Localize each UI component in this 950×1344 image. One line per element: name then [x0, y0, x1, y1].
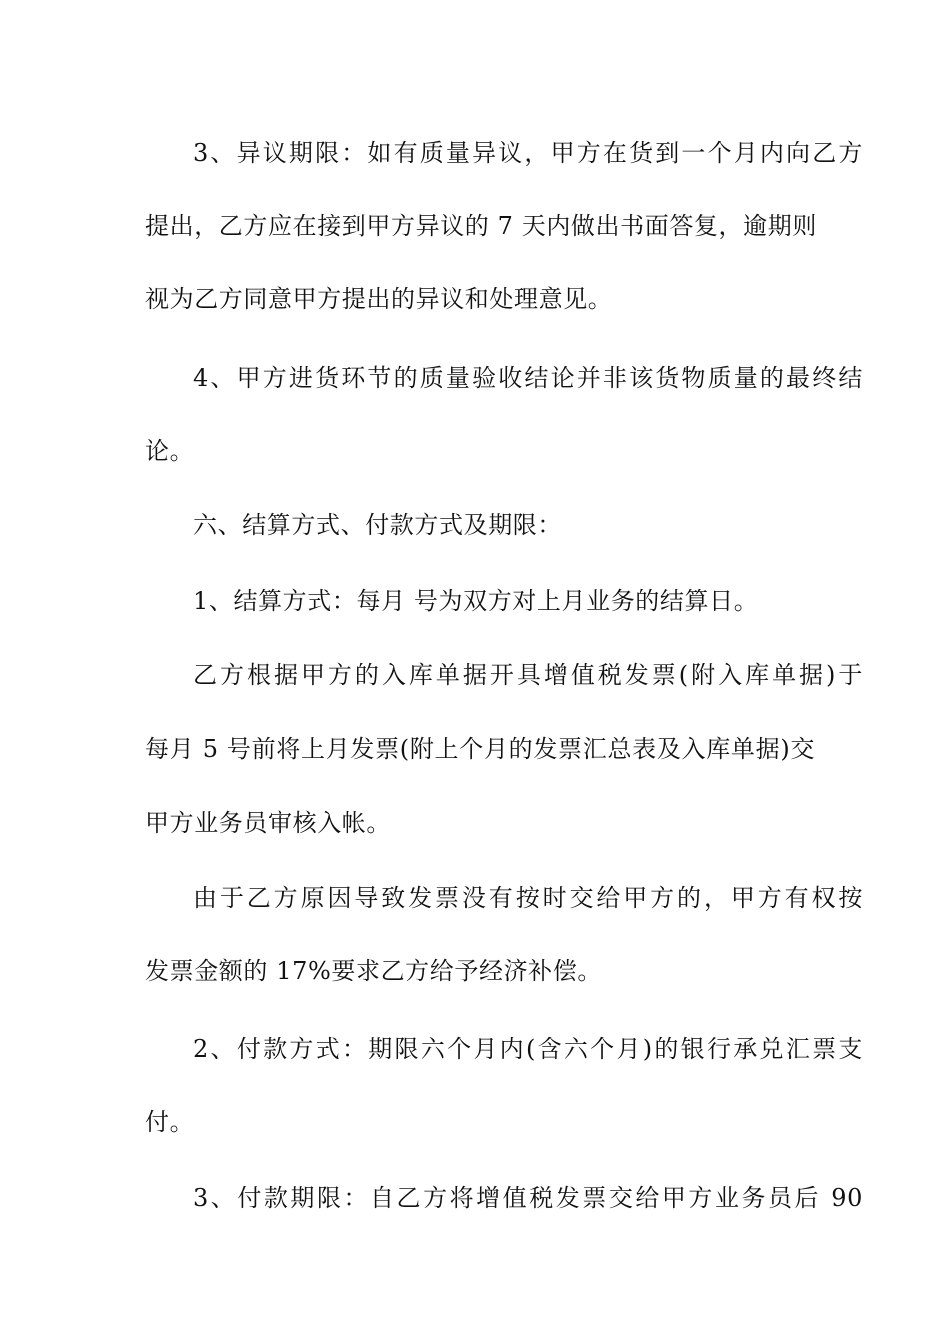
text-line: 由于乙方原因导致发票没有按时交给甲方的，甲方有权按 [193, 884, 863, 912]
text-line: 甲方业务员审核入帐。 [145, 809, 391, 837]
text-line: 1、结算方式：每月 号为双方对上月业务的结算日。 [193, 587, 759, 615]
text-line: 2、付款方式：期限六个月内(含六个月)的银行承兑汇票支 [193, 1035, 863, 1063]
text-line: 3、付款期限：自乙方将增值税发票交给甲方业务员后 90 [193, 1184, 863, 1212]
text-line: 论。 [145, 437, 195, 465]
text-line: 付。 [145, 1108, 195, 1136]
text-line: 提出，乙方应在接到甲方异议的 7 天内做出书面答复，逾期则 [145, 212, 817, 240]
text-line: 视为乙方同意甲方提出的异议和处理意见。 [145, 285, 613, 313]
text-line: 乙方根据甲方的入库单据开具增值税发票(附入库单据)于 [193, 661, 863, 689]
text-line: 发票金额的 17%要求乙方给予经济补偿。 [145, 957, 602, 985]
text-line: 4、甲方进货环节的质量验收结论并非该货物质量的最终结 [193, 364, 863, 392]
section-heading: 六、结算方式、付款方式及期限： [193, 511, 562, 539]
text-line: 每月 5 号前将上月发票(附上个月的发票汇总表及入库单据)交 [145, 735, 815, 763]
text-line: 3、异议期限：如有质量异议，甲方在货到一个月内向乙方 [193, 139, 863, 167]
